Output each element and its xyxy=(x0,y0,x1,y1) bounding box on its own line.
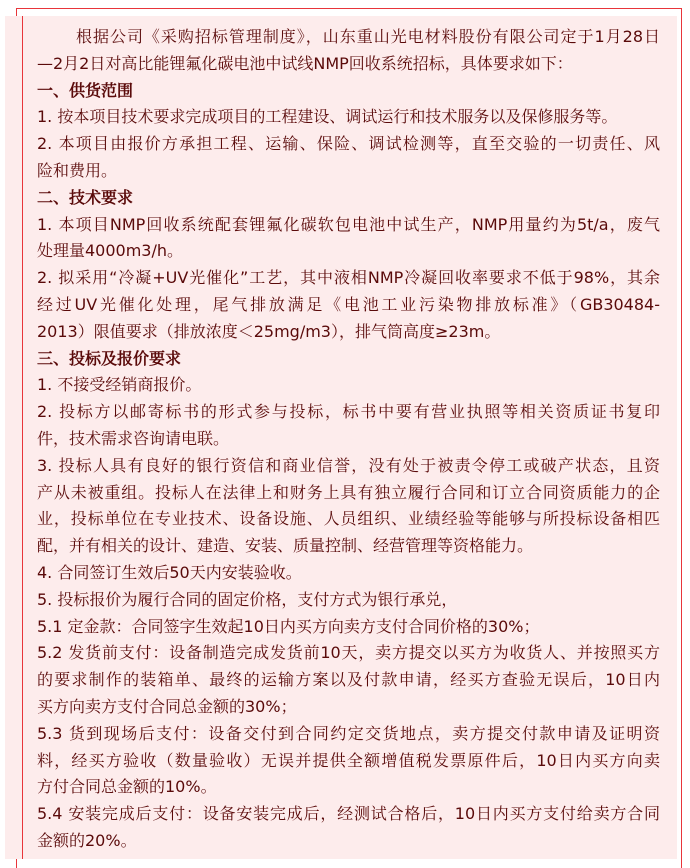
paragraph-line: 5.3 货到现场后支付：设备交付到合同约定交货地点，卖方提交付款申请及证明资 xyxy=(37,723,660,743)
paragraph-line: 2. 拟采用“冷凝+UV光催化”工艺，其中液相NMP冷凝回收率要求不低于98%，其余 xyxy=(37,268,660,288)
paragraph xyxy=(37,801,660,855)
paragraph-line: 险和费用。 xyxy=(37,160,118,180)
heading-text: 二、技术要求 xyxy=(37,187,134,207)
paragraph-line: 5.2 发货前支付：设备制造完成发货前10天，卖方提交以买方为收货人、并按照买方 xyxy=(37,643,660,663)
paragraph-line: 3. 投标人具有良好的银行资信和商业信誉，没有处于被责令停工或破产状态，且资 xyxy=(37,455,660,475)
paragraph-line: 5.1 定金款：合同签字生效起10日内买方向卖方支付合同价格的30%； xyxy=(37,616,540,636)
section-heading xyxy=(37,78,660,105)
paragraph-line: 买方向卖方支付合同总金额的30%； xyxy=(37,696,297,716)
paragraph xyxy=(37,265,660,345)
paragraph-line: 1. 本项目NMP回收系统配套锂氟化碳软包电池中试生产，NMP用量约为5t/a，废气 xyxy=(37,214,660,234)
section-heading xyxy=(37,185,660,212)
paragraph-line: 2013）限值要求（排放浓度＜25mg/m3），排气筒高度≥23m。 xyxy=(37,321,501,341)
paragraph xyxy=(37,721,660,801)
announcement-body xyxy=(37,24,660,855)
paragraph-line: 1. 按本项目技术要求完成项目的工程建设、调试运行和技术服务以及保修服务等。 xyxy=(37,107,618,127)
paragraph-line: 业，投标单位在专业技术、设备设施、人员组织、业绩经验等能够与所投标设备相匹 xyxy=(37,509,660,529)
paragraph-line: 金额的20%。 xyxy=(37,830,137,850)
paragraph-line: 2. 投标方以邮寄标书的形式参与投标，标书中要有营业执照等相关资质证书复印 xyxy=(37,402,660,422)
paragraph-line: 的要求制作的装箱单、最终的运输方案以及付款申请，经买方查验无误后，10日内 xyxy=(37,670,660,690)
paragraph xyxy=(37,640,660,720)
paragraph-line: 4. 合同签订生效后50天内安装验收。 xyxy=(37,562,302,582)
heading-text: 一、供货范围 xyxy=(37,80,134,100)
paragraph-line: 5. 投标报价为履行合同的固定价格，支付方式为银行承兑， xyxy=(37,589,458,609)
paragraph-line: 1. 不接受经销商报价。 xyxy=(37,375,202,395)
paragraph-line: 5.4 安装完成后支付：设备安装完成后，经测试合格后，10日内买方支付给卖方合同 xyxy=(37,804,660,824)
paragraph-line: 根据公司《采购招标管理制度》，山东重山光电材料股份有限公司定于1月28日 xyxy=(76,27,660,46)
paragraph xyxy=(37,131,660,185)
paragraph xyxy=(37,104,660,131)
paragraph-line: 件，技术需求咨询请电联。 xyxy=(37,428,230,448)
heading-text: 三、投标及报价要求 xyxy=(37,348,182,368)
paragraph-line: 产从未被重组。投标人在法律上和财务上具有独立履行合同和订立合同资质能力的企 xyxy=(37,482,660,502)
paragraph-line: 方付合同总金额的10%。 xyxy=(37,777,217,797)
paragraph xyxy=(37,212,660,266)
paragraph-line: 2. 本项目由报价方承担工程、运输、保险、调试检测等，直至交验的一切责任、风 xyxy=(37,134,660,154)
paragraph-line: 处理量4000m3/h。 xyxy=(37,241,184,261)
paragraph-line: 料，经买方验收（数量验收）无误并提供全额增值税发票原件后，10日内买方向卖 xyxy=(37,750,660,770)
paragraph xyxy=(37,399,660,453)
paragraph xyxy=(37,24,660,78)
paragraph-line: 配，并有相关的设计、建造、安装、质量控制、经营管理等资格能力。 xyxy=(37,536,534,556)
paragraph xyxy=(37,453,660,560)
paragraph xyxy=(37,560,660,587)
paragraph xyxy=(37,372,660,399)
section-heading xyxy=(37,346,660,373)
paragraph-line: —2月2日对高比能锂氟化碳电池中试线NMP回收系统招标，具体要求如下： xyxy=(37,53,573,73)
panel-divider-line xyxy=(22,16,23,859)
paragraph xyxy=(37,614,660,641)
paragraph xyxy=(37,587,660,614)
paragraph-line: 经过UV光催化处理，尾气排放满足《电池工业污染物排放标准》（GB30484- xyxy=(37,294,660,314)
